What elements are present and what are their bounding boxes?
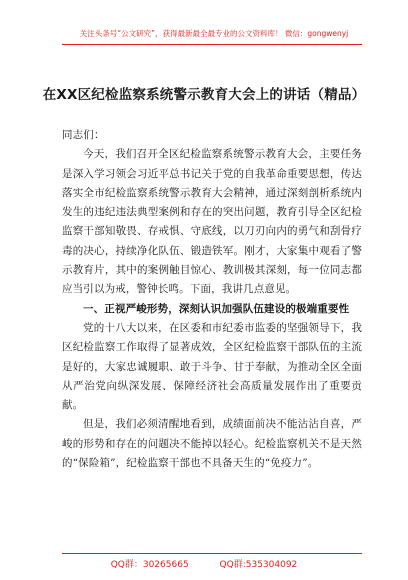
body-paragraph-3: 但是，我们必须清醒地看到，成绩面前决不能沾沾自喜，严峻的形势和存在的问题决不能掉以轻心。纪检监察机关不是天然的“保险箱”，纪检监察干部也不具备天生的“免疫力”。 bbox=[62, 418, 362, 470]
footer-qq-group-2: QQ群:535304092 bbox=[219, 560, 298, 570]
body-paragraph-1: 今天，我们召开全区纪检监察系统警示教育大会，主要任务是深入学习领会习近平总书记关于党的自我革命重要思想，传达落实全市纪检监察系统警示教育大会精神，通过深刻剖析系统内发生的违纪违法典型案例和存在的突出问题，教育引导全区纪检监察干部知敬畏、存戒惧、守底线，以刀刃向内的勇气和刮骨疗毒的决心，持续净化队伍、锻造铁军。刚才，大家集中观看了警示教育片，其中的案例触目惊心、教训极其深刻，每一位同志都应当引以为戒，警钟长鸣。下面，我讲几点意见。 bbox=[62, 148, 362, 296]
header-divider bbox=[62, 44, 362, 45]
footer-divider bbox=[62, 553, 362, 554]
footer-qq-group-1: QQ群：30265665 bbox=[110, 560, 189, 570]
body-paragraph-2: 党的十八大以来，在区委和市纪委市监委的坚强领导下，我区纪检监察工作取得了显著成效，全区纪检监察干部队伍的主流是好的，大家忠诚履职、敢于斗争、甘于奉献，为推动全区全面从严治党向纵深发展、保障经济社会高质量发展作出了重要贡献。 bbox=[62, 321, 362, 412]
document-body bbox=[62, 126, 362, 473]
document-title: 在XX区纪检监察系统警示教育大会上的讲话（精品） bbox=[42, 87, 366, 103]
header-note: 关注头条号“公文研究”，获得最新最全最专业的公文资料库！ 微信：gongwenyj bbox=[79, 29, 349, 38]
salutation: 同志们： bbox=[62, 129, 105, 141]
footer bbox=[0, 557, 408, 570]
section-heading-1: 一、正视严峻形势，深刻认识加强队伍建设的极端重要性 bbox=[83, 302, 350, 315]
